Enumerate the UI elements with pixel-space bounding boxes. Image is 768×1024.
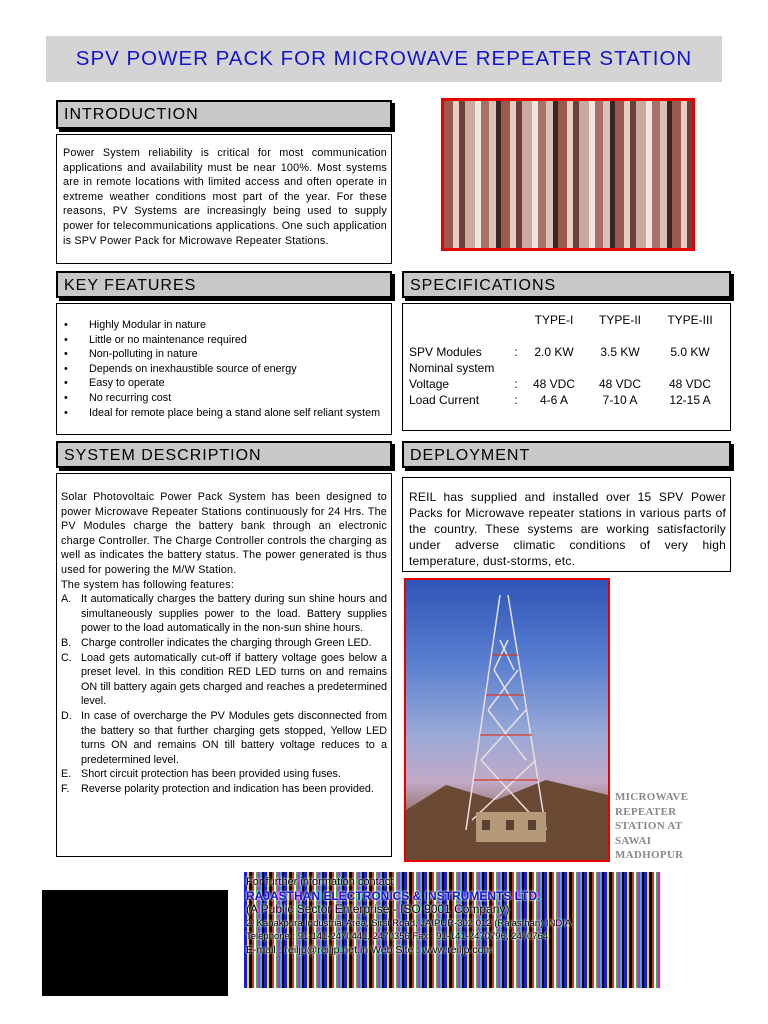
spec-label: SPV Modules xyxy=(409,345,482,359)
spec-value xyxy=(585,360,655,376)
system-feature-item xyxy=(61,782,387,797)
feature-marker: D. xyxy=(61,709,72,722)
spec-value: 48 VDC xyxy=(598,377,642,391)
caption-line: STATION AT xyxy=(615,820,683,833)
feature-marker: B. xyxy=(61,636,72,649)
type-2-header: TYPE-II xyxy=(598,313,641,327)
system-features-list xyxy=(61,592,387,796)
feature-item: • Little or no maintenance required xyxy=(63,333,385,348)
feature-text: Short circuit protection has been provided using fuses. xyxy=(81,768,341,781)
feature-marker: A. xyxy=(61,593,72,606)
feature-item: • Easy to operate xyxy=(63,376,385,391)
spec-label: Nominal system xyxy=(409,361,495,375)
feature-item: • Depends on inexhaustible source of energy xyxy=(63,362,385,377)
spec-value xyxy=(655,360,725,376)
spec-value: 2.0 KW xyxy=(534,345,574,359)
key-features-list xyxy=(63,318,385,420)
introduction-box xyxy=(56,134,392,264)
system-description-box xyxy=(56,473,392,857)
caption-line: MADHOPUR xyxy=(615,849,684,862)
deployment-text: REIL has supplied and installed over 15 SPV Power Packs for Microwave repeater stations in various parts of the country. These systems are working satisfactorily under adverse climatic conditions of very high temperature, dust-storms, etc. xyxy=(409,490,726,568)
system-features-lead: The system has following features: xyxy=(61,578,235,591)
company-name: RAJASTHAN ELECTRONICS & INSTRUMENTS LTD. xyxy=(246,888,541,903)
feature-marker: C. xyxy=(61,651,72,664)
feature-text: Load gets automatically cut-off if battery voltage goes below a preset level. In this condition RED LED turns on and remains ON till battery again gets charged and reaches a predetermined level. xyxy=(81,651,387,708)
type-3-header: TYPE-III xyxy=(667,313,713,327)
introduction-heading: INTRODUCTION xyxy=(56,100,392,129)
feature-item: • Highly Modular in nature xyxy=(63,318,385,333)
feature-item: • Ideal for remote place being a stand alone self reliant system xyxy=(63,406,385,421)
tower-illustration xyxy=(406,580,608,860)
spec-sep: : xyxy=(514,377,518,391)
feature-text: Reverse polarity protection and indication has been provided. xyxy=(81,782,374,795)
key-features-box xyxy=(56,303,392,435)
photo-caption xyxy=(615,790,715,863)
key-features-heading: KEY FEATURES xyxy=(56,271,392,298)
specifications-heading: SPECIFICATIONS xyxy=(402,271,731,298)
spec-value: 48 VDC xyxy=(668,377,712,391)
system-description-heading: SYSTEM DESCRIPTION xyxy=(56,441,392,468)
spec-label: Load Current xyxy=(409,393,480,407)
page-title: SPV POWER PACK FOR MICROWAVE REPEATER STATION xyxy=(75,47,693,70)
introduction-text: Power System reliability is critical for most communication applications and availability must be near 100%. Most systems are in remote locations with limited access and often operate in extreme weather conditions most part of the year. For these reasons, PV Systems are increasingly being used to supply power for telecommunications applications. One such application is SPV Power Pack for Microwave Repeater Stations. xyxy=(63,147,387,247)
feature-marker: E. xyxy=(61,768,72,781)
caption-line: REPEATER xyxy=(615,805,677,818)
contact-block xyxy=(244,872,660,988)
type-1-header: TYPE-I xyxy=(534,313,574,327)
company-email-web: E-mail : reiljp@reiljp.net.in Web Site : www.reiljp.com xyxy=(246,943,493,956)
feature-text: It automatically charges the battery during sun shine hours and simultaneously supplies power to the load. Battery supplies power to the load automatically in the non-sun shine hours. xyxy=(81,593,387,635)
spec-sep: : xyxy=(514,345,518,359)
company-subtitle: (A Public Sector Enterprise - ISO 9001 Company) xyxy=(246,902,510,916)
feature-item: • Non-polluting in nature xyxy=(63,347,385,362)
solar-panels-photo xyxy=(441,98,695,251)
system-description-text: Solar Photovoltaic Power Pack System has been designed to power Microwave Repeater Stations continuously for 24 Hrs. The PV Modules charge the battery bank through an electronic charge Controller. The Charge Controller controls the charging as well as indicates the battery status. The power generated is thus used for powering the M/W Station. xyxy=(61,491,387,576)
company-phone: Telephone : 91-141-2470441, 2470356 Fax : 91-141-2470796, 2470764 xyxy=(246,931,549,942)
system-feature-item xyxy=(61,767,387,782)
logo-block xyxy=(42,890,228,996)
system-feature-item xyxy=(61,636,387,651)
spec-value: 5.0 KW xyxy=(670,345,710,359)
contact-lead: For further information contact xyxy=(246,876,394,888)
spec-value: 12-15 A xyxy=(669,393,711,407)
spec-value: 48 VDC xyxy=(532,377,576,391)
tower-photo xyxy=(404,578,610,862)
system-feature-item xyxy=(61,592,387,636)
specifications-table xyxy=(409,312,725,408)
company-address: 2, Kanakpura Industrial Area, Sirsi Road, JAIPUR-302 012 (Rajasthan) INDIA xyxy=(246,917,572,929)
caption-line: SAWAI xyxy=(615,834,652,847)
spec-value: 3.5 KW xyxy=(600,345,640,359)
spec-sep: : xyxy=(514,393,518,407)
feature-marker: F. xyxy=(61,782,70,795)
feature-text: Charge controller indicates the charging through Green LED. xyxy=(81,636,372,649)
spec-sep xyxy=(509,360,523,376)
spec-value: 7-10 A xyxy=(602,393,638,407)
spec-label: Voltage xyxy=(409,377,450,391)
feature-text: In case of overcharge the PV Modules gets disconnected from the battery so that further charging gets stopped, Yellow LED turns ON and remains ON till battery voltage reduces to a predetermined level. xyxy=(81,709,387,766)
deployment-heading: DEPLOYMENT xyxy=(402,441,731,468)
feature-item: • No recurring cost xyxy=(63,391,385,406)
caption-line: MICROWAVE xyxy=(615,791,689,803)
specifications-box xyxy=(402,303,731,431)
spec-value: 4-6 A xyxy=(539,393,569,407)
system-feature-item xyxy=(61,709,387,767)
spec-value xyxy=(523,360,585,376)
deployment-box xyxy=(402,477,731,572)
system-feature-item xyxy=(61,651,387,709)
